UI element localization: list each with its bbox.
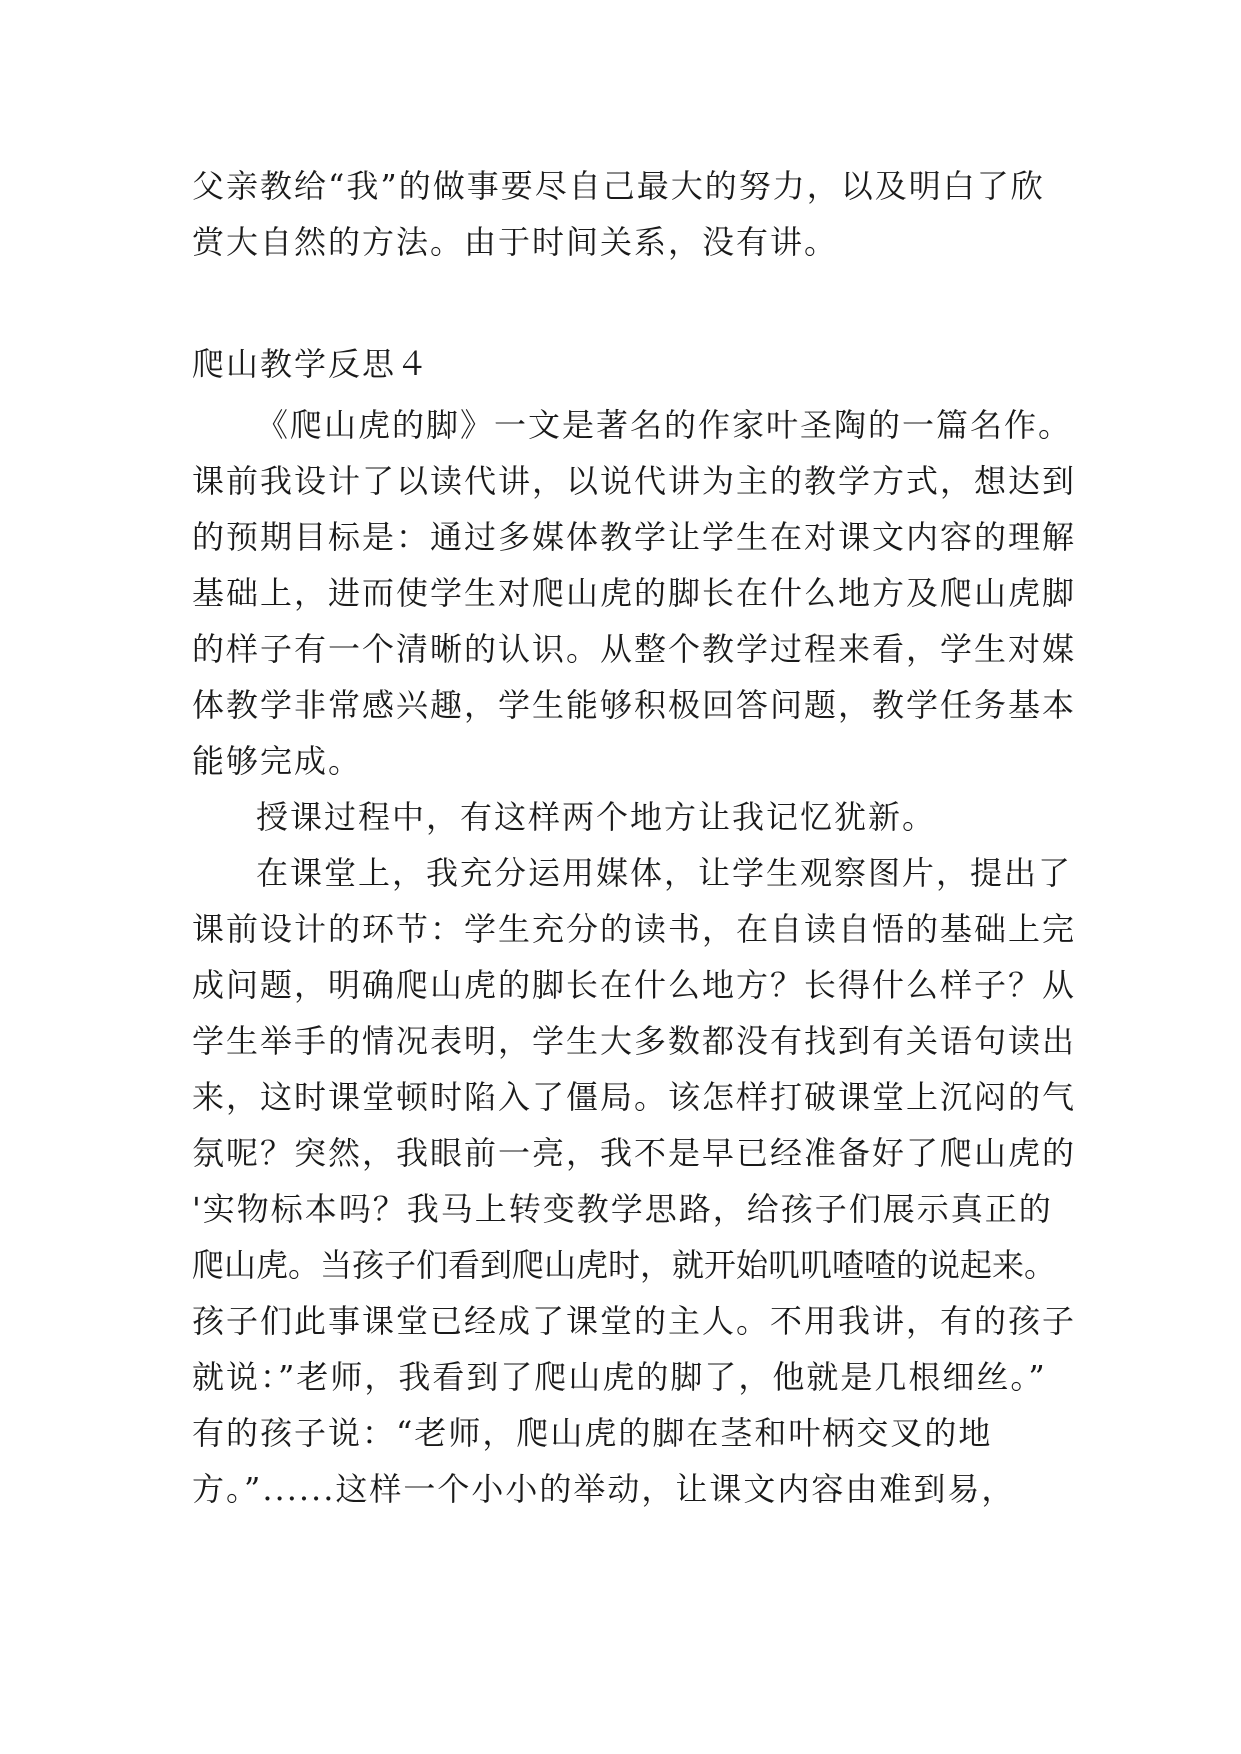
paragraph-line: '实物标本吗？我马上转变教学思路，给孩子们展示真正的 xyxy=(192,1190,1053,1228)
paragraph-line: 课前设计的环节：学生充分的读书，在自读自悟的基础上完 xyxy=(192,910,1077,948)
paragraph-line: 氛呢？突然，我眼前一亮，我不是早已经准备好了爬山虎的 xyxy=(192,1134,1077,1172)
paragraph-line: 爬山虎。当孩子们看到爬山虎时，就开始叽叽喳喳的说起来。 xyxy=(192,1246,1057,1284)
paragraph-line: 基础上，进而使学生对爬山虎的脚长在什么地方及爬山虎脚 xyxy=(192,574,1077,612)
paragraph-line: 能够完成。 xyxy=(192,742,363,780)
section-heading-block xyxy=(192,336,1072,392)
paragraph-line: 的预期目标是：通过多媒体教学让学生在对课文内容的理解 xyxy=(192,518,1077,556)
paragraph-line: 的样子有一个清晰的认识。从整个教学过程来看，学生对媒 xyxy=(192,630,1077,668)
paragraph-line: 《爬山虎的脚》一文是著名的作家叶圣陶的一篇名作。 xyxy=(256,406,1073,444)
paragraph-line: 在课堂上，我充分运用媒体，让学生观察图片，提出了 xyxy=(256,854,1073,892)
paragraph-line: 方。”......这样一个小小的举动，让课文内容由难到易， xyxy=(192,1470,1016,1508)
paragraph-line: 学生举手的情况表明，学生大多数都没有找到有关语句读出 xyxy=(192,1022,1077,1060)
paragraph-line: 有的孩子说：“老师，爬山虎的脚在茎和叶柄交叉的地 xyxy=(192,1414,993,1452)
section-heading: 爬山教学反思４ xyxy=(192,345,431,383)
paragraph-line: 赏大自然的方法。由于时间关系，没有讲。 xyxy=(192,223,839,261)
paragraph-line: 就说：”老师，我看到了爬山虎的脚了，他就是几根细丝。” xyxy=(192,1358,1047,1396)
section-body xyxy=(192,397,1077,1517)
top-paragraph xyxy=(192,158,1072,270)
paragraph-line: 授课过程中，有这样两个地方让我记忆犹新。 xyxy=(256,798,937,836)
paragraph-line: 孩子们此事课堂已经成了课堂的主人。不用我讲，有的孩子 xyxy=(192,1302,1077,1340)
paragraph-line: 父亲教给“我”的做事要尽自己最大的努力，以及明白了欣 xyxy=(192,167,1045,205)
paragraph-line: 课前我设计了以读代讲，以说代讲为主的教学方式，想达到 xyxy=(192,462,1077,500)
paragraph-line: 成问题，明确爬山虎的脚长在什么地方？长得什么样子？从 xyxy=(192,966,1077,1004)
paragraph-line: 体教学非常感兴趣，学生能够积极回答问题，教学任务基本 xyxy=(192,686,1077,724)
paragraph-line: 来，这时课堂顿时陷入了僵局。该怎样打破课堂上沉闷的气 xyxy=(192,1078,1077,1116)
